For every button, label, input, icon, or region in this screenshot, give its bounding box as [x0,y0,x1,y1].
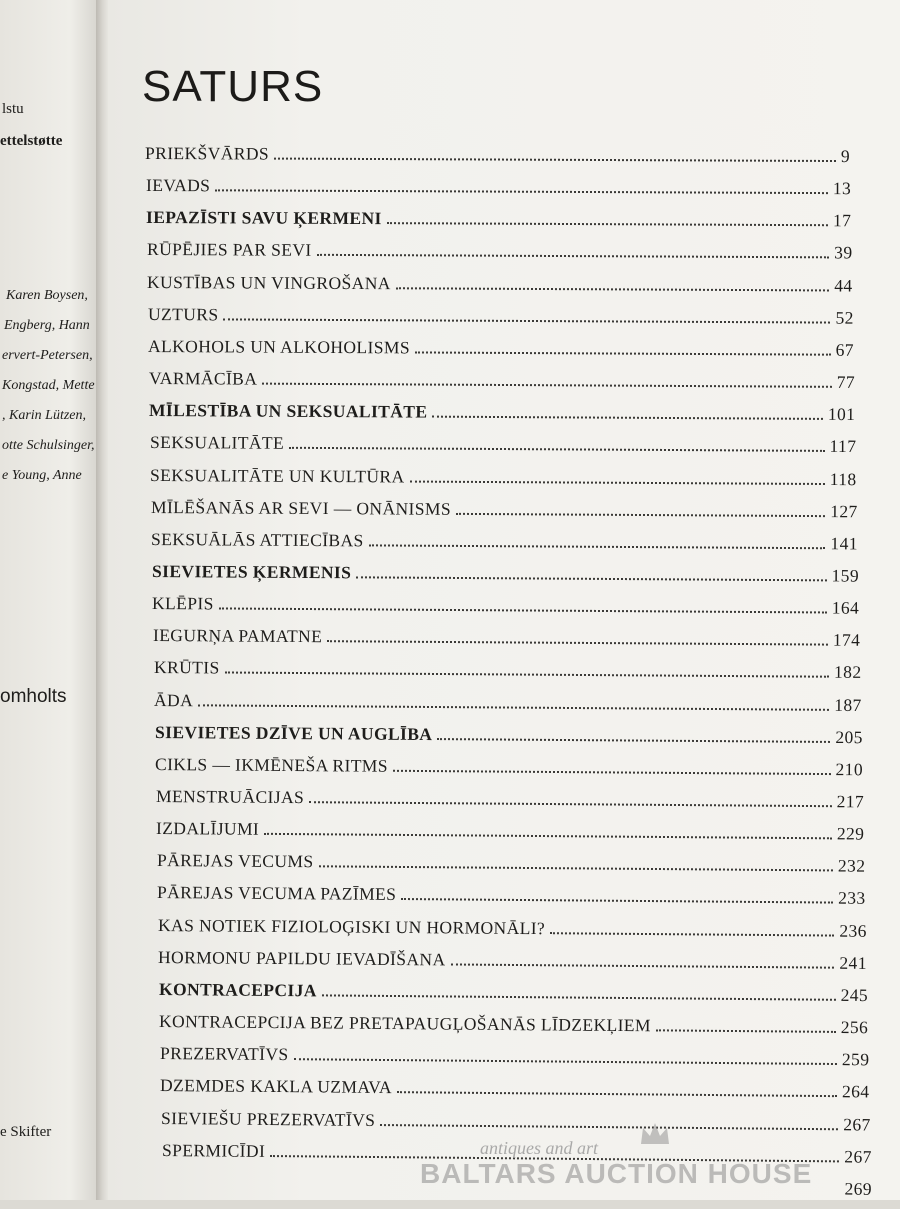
toc-entry-page: 241 [839,952,868,973]
toc-entry [152,561,859,596]
left-page-fragment: e Skifter [0,1124,52,1140]
toc-dot-leader [219,608,827,614]
toc-entry-title: SEKSUĀLĀS ATTIECĪBAS [151,528,365,551]
toc-entry [149,400,855,434]
toc-entry-title: KAS NOTIEK FIZIOLOĢISKI UN HORMONĀLI? [157,914,546,938]
toc-entry [153,625,860,660]
toc-entry [150,465,857,499]
toc-entry-title: PĀREJAS VECUMA PAZĪMES [157,882,397,905]
toc-entry-title: MĪLĒŠANĀS AR SEVI — ONĀNISMS [150,496,451,519]
toc-entry [159,1011,868,1047]
toc-dot-leader [369,544,826,549]
toc-entry [145,143,850,176]
toc-entry [161,1140,871,1177]
watermark-tagline: antiques and art [480,1138,599,1158]
toc-entry [157,850,866,886]
toc-entry-title: RŪPĒJIES PAR SEVI [146,239,312,261]
toc-entry-title: IEPAZĪSTI SAVU ĶERMENI [146,207,382,229]
page-title: SATURS [142,62,324,111]
toc-dot-leader [274,158,836,162]
toc-entry-page: 256 [840,1016,869,1038]
toc-entry [147,239,853,272]
toc-dot-leader [396,287,830,291]
left-page-fragment: Kongstad, Mette [2,378,95,393]
toc-dot-leader [316,254,829,259]
toc-entry [158,915,867,951]
toc-dot-leader [410,480,825,484]
toc-dot-leader [322,994,836,1000]
toc-entry [145,175,850,208]
toc-entry [151,497,858,531]
toc-dot-leader [397,1091,837,1097]
toc-dot-leader [318,866,832,872]
toc-entry [148,336,854,370]
toc-entry-page: 267 [843,1146,872,1167]
left-page-fragment: omholts [0,686,67,707]
toc-entry [146,207,851,240]
toc-dot-leader [437,738,830,743]
toc-dot-leader [380,1124,838,1130]
toc-entry-page: 259 [841,1049,870,1070]
toc-dot-leader [293,1058,836,1065]
toc-entry-page: 217 [836,791,864,812]
toc-entry-page: 9 [840,146,851,167]
toc-dot-leader [415,351,831,355]
left-page-fragment: ervert-Petersen, [2,348,93,363]
toc-entry-title: KRŪTIS [153,657,220,678]
left-page-fragment: Karen Boysen, [6,288,88,303]
toc-entry-page: 164 [832,597,860,618]
toc-dot-leader [401,898,833,904]
toc-entry-page: 210 [835,758,864,780]
toc-entry-page: 245 [840,984,868,1005]
toc-entry-page: 77 [836,371,855,392]
toc-entry-page: 17 [833,210,852,231]
toc-dot-leader [387,222,828,226]
toc-dot-leader [656,1029,836,1033]
toc-entry [160,1043,870,1079]
toc-dot-leader [433,416,823,420]
toc-entry-page: 233 [838,887,866,909]
toc-dot-leader [223,318,830,323]
left-page-fragment: lstu [2,101,24,117]
toc-entry-title: VARMĀCĪBA [148,368,258,389]
toc-entry [148,304,854,338]
toc-entry-title: PRIEKŠVĀRDS [144,143,270,164]
toc-entry-title: KONTRACEPCIJA [158,978,317,1001]
toc-entry [155,754,863,789]
toc-dot-leader [270,1155,839,1162]
toc-dot-leader [451,963,835,968]
toc-entry [149,368,855,402]
toc-entry-title: IEGURŅA PAMATNE [152,625,323,647]
toc-entry-page: 67 [835,339,855,360]
toc-entry-title: SEKSUALITĀTE [149,432,284,454]
toc-entry-title: SEKSUALITĀTE UN KULTŪRA [150,464,405,487]
toc-spacer [162,1188,845,1195]
toc-entry-title: SPERMICĪDI [161,1139,265,1161]
toc-entry-page: 39 [833,242,853,263]
toc-entry-title: ALKOHOLS UN ALKOHOLISMS [148,335,411,358]
toc-dot-leader [393,770,831,775]
toc-entry-page: 52 [835,307,854,328]
toc-entry [152,593,859,628]
toc-entry-page: 264 [842,1081,870,1102]
toc-entry [155,786,863,821]
toc-entry [156,818,865,854]
left-page-fragment: ettelstøtte [0,133,63,149]
toc-entry [150,432,857,466]
toc-entry-page: 127 [829,500,858,521]
toc-entry-page: 269 [844,1178,873,1199]
toc-entry-title: MĪLESTĪBA UN SEKSUALITĀTE [149,400,428,422]
toc-dot-leader [550,932,834,936]
watermark-brand: BALTARS AUCTION HOUSE [420,1158,813,1189]
toc-entry-title: IEVADS [145,175,210,196]
left-page-fragment: otte Schulsinger, [2,438,95,453]
toc-entry-page: 44 [834,275,853,296]
toc-entry-title: SIEVIEŠU PREZERVATĪVS [160,1107,376,1130]
toc-dot-leader [198,704,829,711]
toc-entry-page: 13 [832,178,851,199]
toc-dot-leader [309,801,831,807]
toc-entry [154,690,862,725]
toc-entry [154,722,862,757]
toc-entry [159,979,868,1015]
toc-entry-title: ĀDA [153,689,194,710]
toc-entry-page: 118 [830,468,857,489]
toc-entry-title: MENSTRUĀCIJAS [155,786,304,808]
toc-entry-title: KLĒPIS [152,593,215,614]
toc-entry [161,1108,871,1145]
toc-entry-page: 205 [834,726,863,747]
toc-entry-title: SIEVIETES DZĪVE UN AUGLĪBA [154,721,433,744]
toc-entry-page: 229 [836,823,865,844]
toc-dot-leader [356,576,826,581]
toc-entry-title: UZTURS [147,303,219,325]
toc-entry-page: 187 [834,694,862,715]
left-page-fragment: , Karin Lützen, [2,408,87,423]
toc-entry-page: 174 [832,629,861,651]
toc-entry-title: KONTRACEPCIJA BEZ PRETAPAUGĻOŠANĀS LĪDZEKĻIEM [159,1011,652,1036]
toc-entry-title: KUSTĪBAS UN VINGROŠANA [147,271,391,293]
toc-entry [151,529,858,563]
toc-dot-leader [262,383,831,388]
toc-entry-page: 182 [833,662,862,683]
toc-entry [153,657,861,692]
toc-entry [162,1172,872,1209]
toc-entry-page: 101 [828,404,856,425]
left-page-fragment: e Young, Anne [2,468,82,483]
toc-entry [157,882,866,918]
toc-dot-leader [224,672,828,678]
toc-entry-page: 236 [839,920,867,941]
toc-entry-page: 117 [829,436,857,457]
toc-entry-page: 141 [830,533,859,554]
toc-entry-title: CIKLS — IKMĒNEŠA RITMS [155,753,389,776]
toc-dot-leader [289,447,824,452]
toc-entry-title: PREZERVATĪVS [159,1043,289,1065]
toc-entry-title: PĀREJAS VECUMS [156,850,314,872]
left-page-fragment: Engberg, Hann [4,318,90,333]
toc-dot-leader [327,640,828,645]
toc-entry-page: 159 [831,565,859,586]
toc-entry [147,272,853,306]
toc-entry-title: IZDALĪJUMI [156,818,260,839]
toc-entry-page: 232 [837,855,866,876]
toc-entry [160,1075,870,1111]
toc-entry-page: 267 [843,1113,871,1135]
toc-entry [158,947,867,983]
toc-entry-title: HORMONU PAPILDU IEVADĪŠANA [158,946,446,970]
toc-dot-leader [456,512,825,516]
toc-entry-title: DZEMDES KAKLA UZMAVA [160,1075,393,1098]
toc-dot-leader [215,190,828,195]
toc-entry-title: SIEVIETES ĶERMENIS [151,561,352,583]
toc-dot-leader [264,833,832,839]
